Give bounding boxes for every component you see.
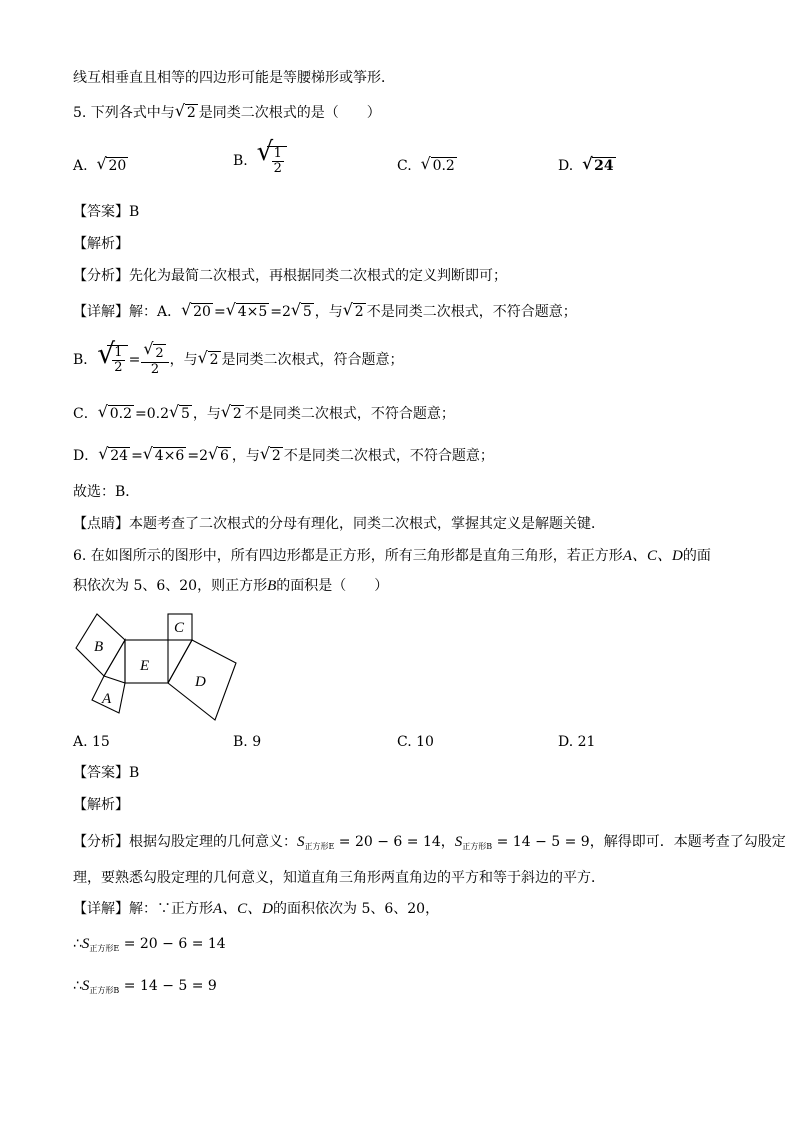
q5-option-d: D. √ 24 bbox=[558, 154, 614, 174]
q5-fenxi: 【分析】先化为最简二次根式，再根据同类二次根式的定义判断即可； bbox=[73, 268, 507, 284]
q6-jiexi: 【解析】 bbox=[73, 797, 129, 813]
q5-stem-radical: √ 2 bbox=[174, 101, 196, 121]
q6-answer: 【答案】B bbox=[73, 765, 140, 781]
q6-option-a: A. 15 bbox=[73, 734, 110, 750]
q5-choose: 故选：B． bbox=[73, 484, 140, 500]
text-line-top: 线互相垂直且相等的四边形可能是等腰梯形或筝形． bbox=[73, 70, 395, 86]
q6-stem-line1: 6. 在如图所示的图形中，所有四边形都是正方形，所有三角形都是直角三角形，若正方形A、C、D的面 bbox=[73, 548, 711, 564]
q5-option-b: B. √ $\frac{1}{2}$ bbox=[233, 146, 288, 176]
label-a: A bbox=[102, 691, 112, 707]
q6-fenxi-line1: 【分析】根据勾股定理的几何意义：$S_{正方形E} = 20 - 6 = 14$，$S_{正方形B} = 14 - 5 = 9$，解得即可．本题考查了勾股定 bbox=[73, 834, 786, 851]
q6-detail: 【详解】解：∵正方形A、C、D的面积依次为 5、6、20， bbox=[73, 901, 440, 917]
q6-fenxi-line2: 理，要熟悉勾股定理的几何意义，知道直角三角形两直角边的平方和等于斜边的平方． bbox=[73, 870, 605, 886]
q6-step2: $\therefore S_{正方形B} = 14 - 5 = 9$ bbox=[73, 978, 217, 995]
q5-detail-b: B． √ $\frac{1}{2}$ = √ 2 2 ，与 √ 2 是同类二次根式，符合题意； bbox=[73, 337, 404, 377]
q5-detail-c: C． √ 0.2 =0.2 √ 5 ，与 √ 2 不是同类二次根式，不符合题意； bbox=[73, 402, 455, 422]
q5-jiexi: 【解析】 bbox=[73, 236, 129, 252]
q5-detail-a: 【详解】解：A． √ 20 = √ 4×5 =2 √ 5 ，与 √ 2 不是同类二次根式，不符合题意； bbox=[73, 300, 577, 320]
q5-dianjing: 【点睛】本题考查了二次根式的分母有理化，同类二次根式，掌握其定义是解题关键． bbox=[73, 516, 605, 532]
label-d: D bbox=[195, 674, 206, 690]
q6-option-d: D. 21 bbox=[558, 734, 596, 750]
q6-step1: $\therefore S_{正方形E} = 20 - 6 = 14$ bbox=[73, 936, 226, 953]
q6-option-b: B. 9 bbox=[233, 734, 262, 750]
q6-option-c: C. 10 bbox=[397, 734, 434, 750]
label-e: E bbox=[140, 658, 150, 674]
q5-detail-d: D． √ 24 = √ 4×6 =2 √ 6 ，与 √ 2 不是同类二次根式，不符合题意； bbox=[73, 444, 494, 464]
q5-answer: 【答案】B bbox=[73, 204, 140, 220]
label-b: B bbox=[94, 639, 104, 655]
q5-option-c: C. √ 0.2 bbox=[397, 154, 455, 174]
q6-figure bbox=[70, 606, 245, 728]
q5-stem: 5. 下列各式中与 √ 2 是同类二次根式的是（ ） bbox=[73, 101, 381, 121]
q6-stem-line2: 积依次为 5、6、20，则正方形B的面积是（ ） bbox=[73, 578, 389, 594]
label-c: C bbox=[174, 620, 185, 636]
q5-option-a: A. √ 20 bbox=[73, 154, 127, 174]
